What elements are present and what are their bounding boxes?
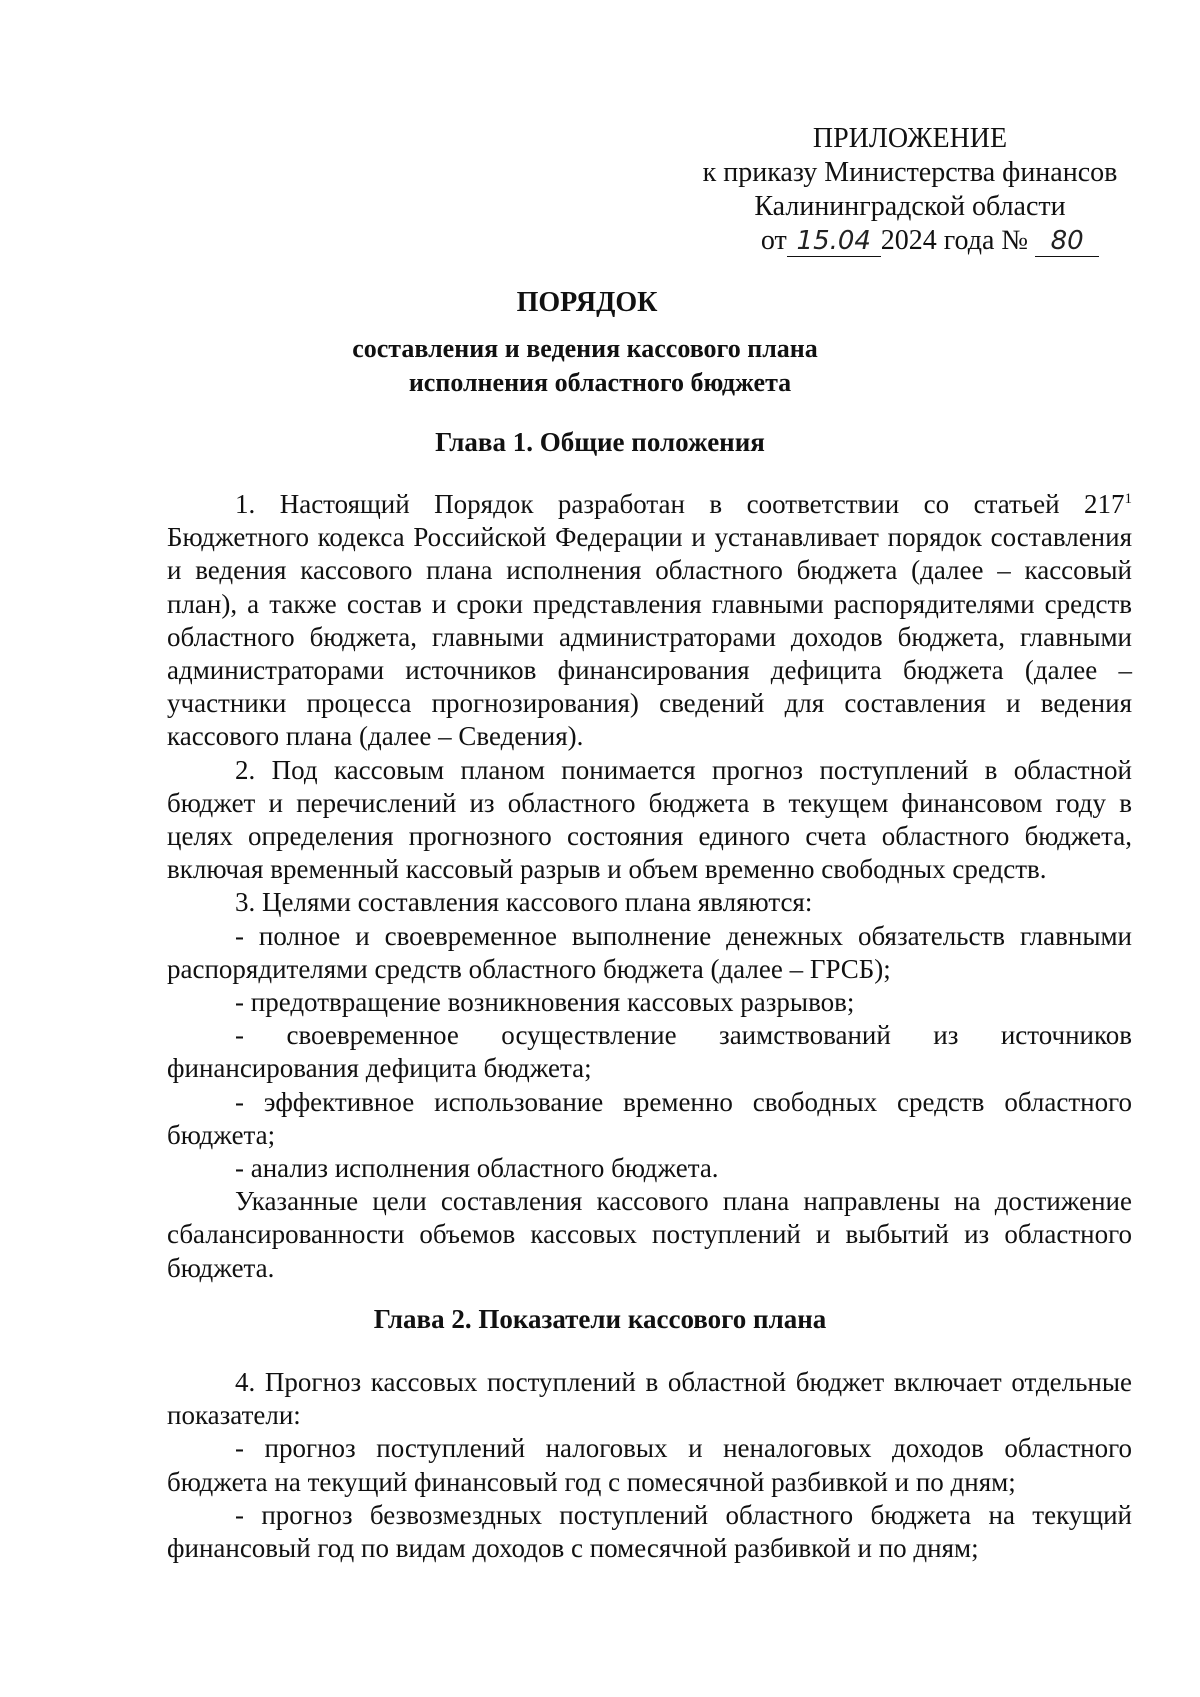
appendix-title: ПРИЛОЖЕНИЕ [812,123,1008,154]
chapter-1-body [167,488,1132,1285]
list-item: - прогноз поступлений налоговых и неналоговых доходов областного бюджета на текущий финансовый год с помесячной разбивкой и по дням; [167,1433,1132,1497]
list-item: - своевременное осуществление заимствований из источников финансирования дефицита бюджета; [167,1020,1132,1084]
paragraph-3: 3. Целями составления кассового плана являются: [235,887,813,918]
chapter-2-heading: Глава 2. Показатели кассового плана [373,1304,827,1334]
appendix-date-line [710,224,1150,258]
list-item: - анализ исполнения областного бюджета. [235,1153,719,1184]
document-title: ПОРЯДОК [516,287,658,318]
handwritten-number: 80 [1035,226,1099,257]
appendix-header [690,122,1130,258]
appendix-order-line: к приказу Министерства финансов [702,157,1118,188]
date-prefix: от [760,225,787,256]
date-suffix: 2024 года № [880,225,1029,256]
paragraph-2: 2. Под кассовым планом понимается прогноз поступлений в областной бюджет и перечислений из областного бюджета в текущем финансовом году в целях определения прогнозного состояния единого счета областного бюджета, включая временный кассовый разрыв и объем временно свободных средств. [167,754,1132,885]
footnote-superscript: 1 [1124,491,1132,507]
appendix-region-line: Калининградской области [754,191,1066,222]
paragraph-3-conclusion: Указанные цели составления кассового плана направлены на достижение сбалансированности объемов кассовых поступлений и выбытий из областного бюджета. [167,1186,1132,1283]
document-subtitle-2: исполнения областного бюджета [408,368,792,397]
document-subtitle-1: составления и ведения кассового плана [352,334,818,363]
chapter-1-heading: Глава 1. Общие положения [435,427,765,457]
list-item: - эффективное использование временно свободных средств областного бюджета; [167,1086,1132,1150]
document-title-block [0,286,1200,400]
chapter-2-body [167,1366,1132,1565]
paragraph-1: 1. Настоящий Порядок разработан в соответствии со статьей $217^1$ Бюджетного кодекса Российской Федерации и устанавливает порядок составления и ведения кассового плана исполнения областного бюджета (далее – кассовый план), а также состав и сроки представления главными распорядителями средств областного бюджета, главными администраторами доходов бюджета, главными администраторами источников финансирования дефицита бюджета (далее – участники процесса прогнозирования) сведений для составления и ведения кассового плана (далее – Сведения). [167,489,1132,752]
handwritten-date: 15.04 [787,226,881,257]
list-item: - полное и своевременное выполнение денежных обязательств главными распорядителями средств областного бюджета (далее – ГРСБ); [167,920,1132,984]
paragraph-4: 4. Прогноз кассовых поступлений в областной бюджет включает отдельные показатели: [167,1367,1132,1431]
list-item: - прогноз безвозмездных поступлений областного бюджета на текущий финансовый год по видам доходов с помесячной разбивкой и по дням; [167,1499,1132,1564]
list-item: - предотвращение возникновения кассовых разрывов; [235,987,855,1018]
